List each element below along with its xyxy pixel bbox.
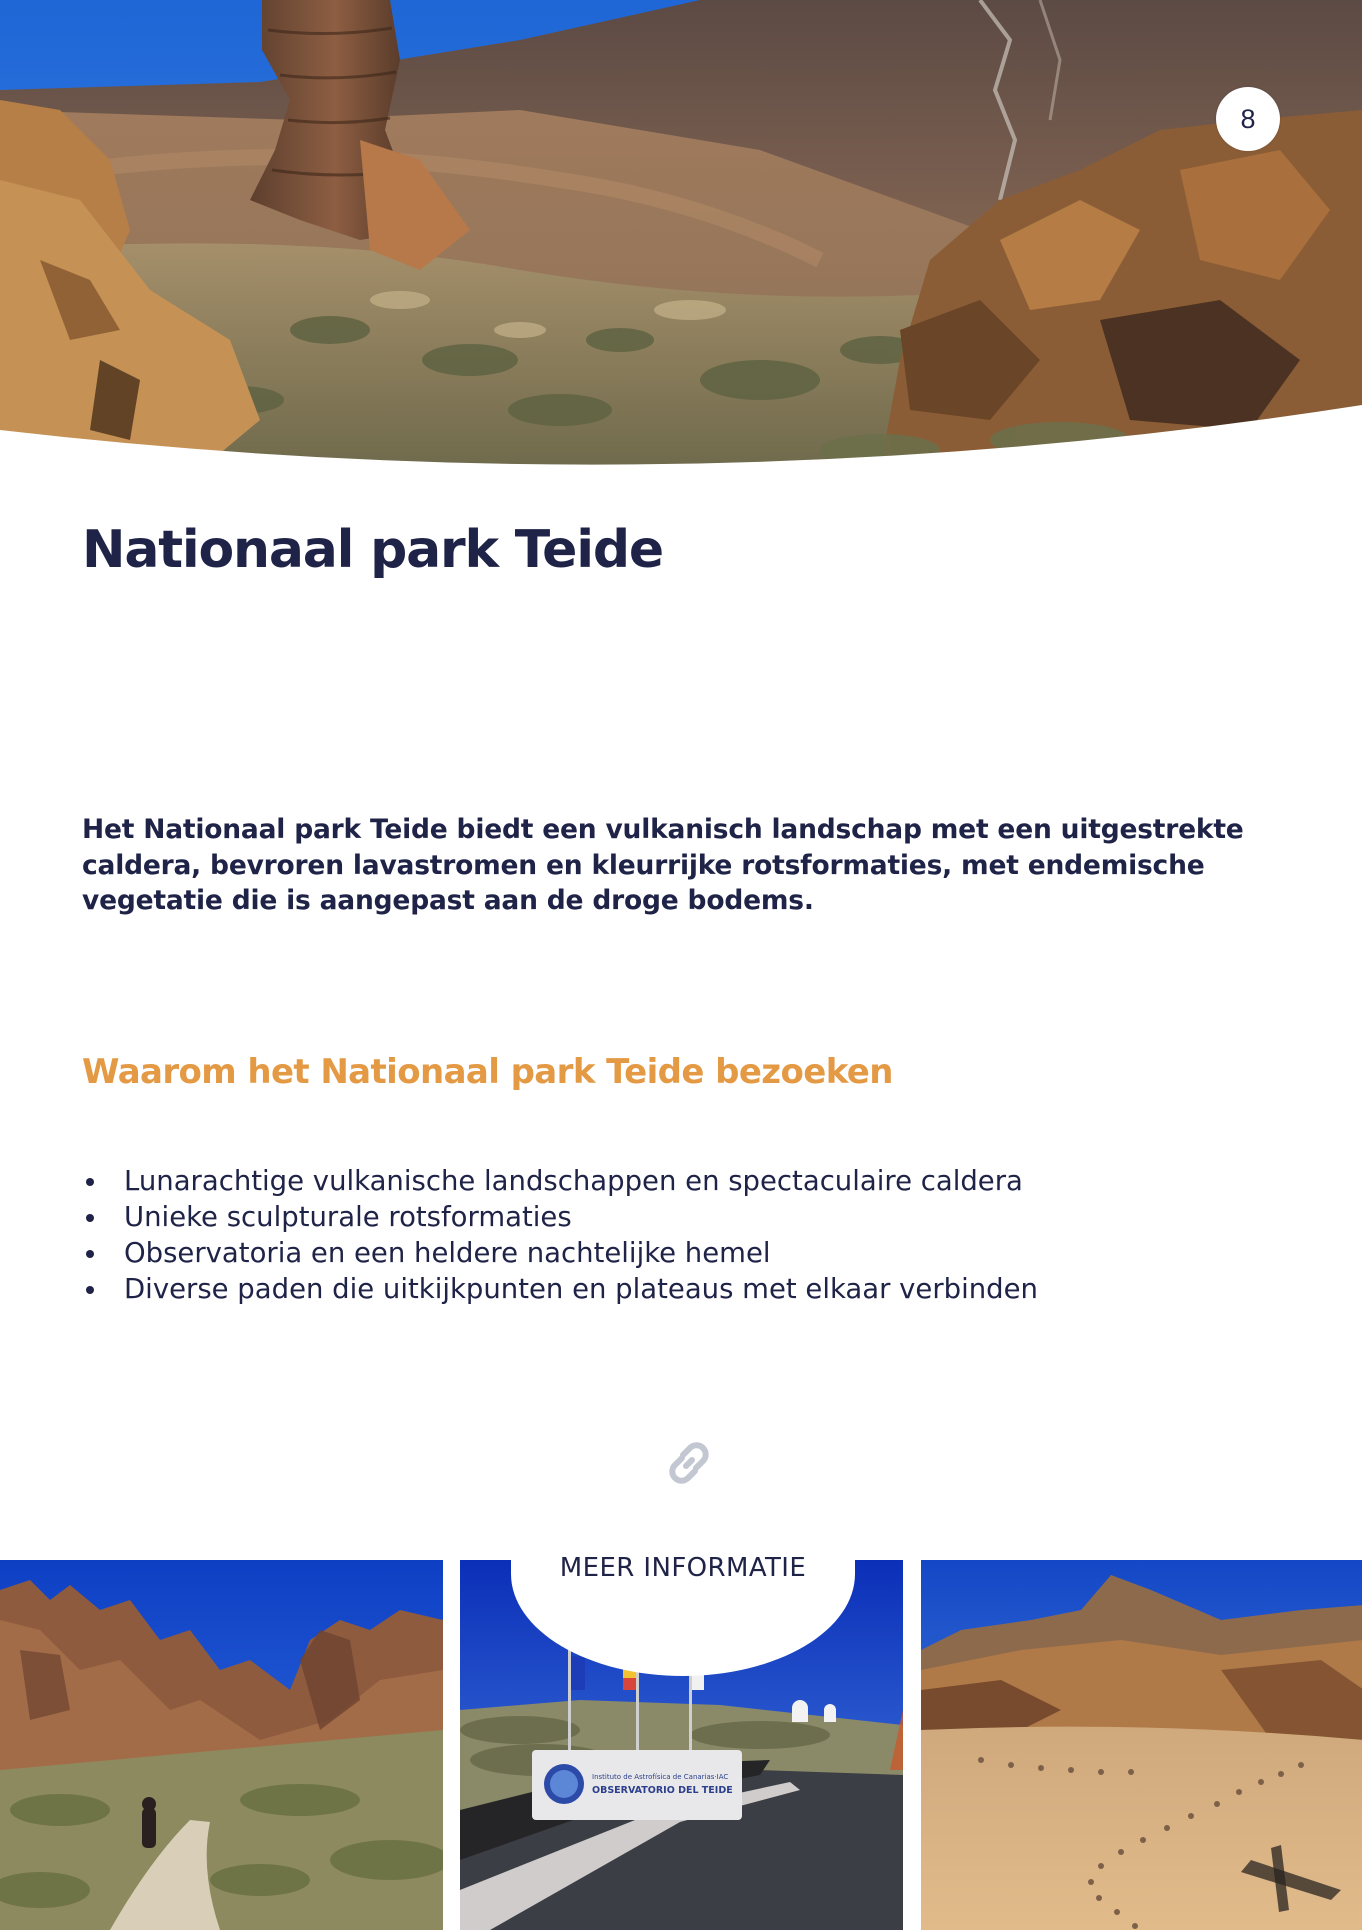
list-item-text: Diverse paden die uitkijkpunten en plateaus met elkaar verbinden [124, 1273, 1038, 1305]
sign-institute-text: Instituto de Astrofísica de Canarias·IAC [592, 1773, 729, 1781]
photo-caldera-plain [921, 1560, 1362, 1930]
list-item-text: Unieke sculpturale rotsformaties [124, 1201, 572, 1233]
section-heading: Waarom het Nationaal park Teide bezoeken [82, 1052, 893, 1092]
page-title: Nationaal park Teide [82, 520, 663, 580]
page-number-badge: 8 [1216, 87, 1280, 151]
sign-observatory-text: OBSERVATORIO DEL TEIDE [592, 1785, 733, 1796]
photo-roques-path [0, 1560, 443, 1930]
list-item [82, 1235, 1038, 1271]
bullet-icon [86, 1286, 94, 1294]
list-item [82, 1199, 1038, 1235]
more-info-label: MEER INFORMATIE [559, 1553, 807, 1583]
list-item [82, 1271, 1038, 1307]
reasons-list [82, 1163, 1038, 1307]
hero-image [0, 0, 1362, 470]
list-item [82, 1163, 1038, 1199]
list-item-text: Lunarachtige vulkanische landschappen en spectaculaire caldera [124, 1165, 1023, 1197]
intro-paragraph: Het Nationaal park Teide biedt een vulkanisch landschap met een uitgestrekte caldera, bevroren lavastromen en kleurrijke rotsformaties, met endemische vegetatie die is aangepast aan de droge bodems. [82, 814, 1244, 916]
rock-path-illustration [0, 1560, 443, 1930]
list-item-text: Observatoria en een heldere nachtelijke hemel [124, 1237, 771, 1269]
link-icon[interactable] [662, 1436, 716, 1490]
bullet-icon [86, 1214, 94, 1222]
teide-landscape-illustration [0, 0, 1362, 470]
caldera-plain-illustration [921, 1560, 1362, 1930]
bullet-icon [86, 1250, 94, 1258]
bullet-icon [86, 1178, 94, 1186]
